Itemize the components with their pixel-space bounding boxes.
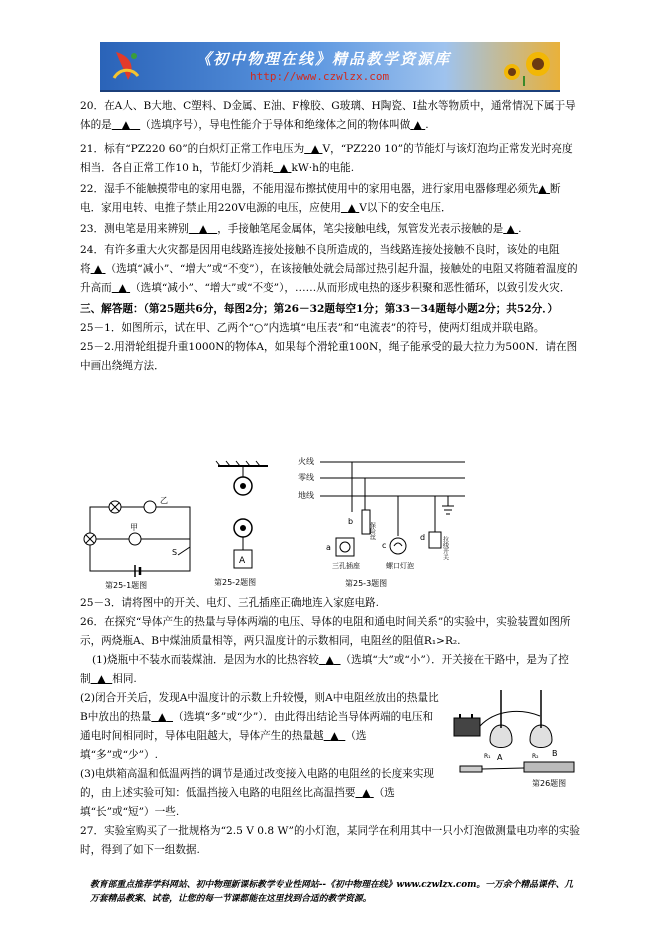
figure-26: [450, 680, 582, 790]
question-26: 26．在探究“导体产生的热量与导体两端的电压、导体的电阻和通电时间关系”的实验中，实验装置如图所示，两烧瓶A、B中煤油质量相等，两只温度计的示数相同，电阻丝的阻值R₁>R₂.: [80, 616, 571, 647]
label-d: d: [420, 533, 426, 542]
answer-blank[interactable]: ▲: [158, 711, 167, 723]
question-block-26: [80, 594, 580, 689]
label-r2: R₂: [532, 753, 539, 760]
label-r1: R₁: [484, 753, 491, 760]
figure-25-1: [80, 495, 200, 590]
battery-pack: [454, 718, 480, 736]
meter-circle-yi[interactable]: [144, 501, 156, 513]
label-socket: 三孔插座: [332, 562, 360, 570]
question-25-3: 25－3．请将图中的开关、电灯、三孔插座正确地连入家庭电路.: [80, 597, 380, 609]
figure-caption-25-2: 第25-2题图: [214, 578, 257, 587]
header-url: http://www.czwlzx.com: [250, 70, 390, 83]
figure-25-3: [290, 452, 470, 592]
answer-blank[interactable]: ▲: [97, 673, 106, 685]
figure-caption-25-3: 第25-3题图: [345, 579, 388, 588]
label-neutral-wire: 零线: [298, 473, 314, 482]
question-21: 21．标有“PZ220 60”的白炽灯正常工作电压为 ▲ V，“PZ220 10”的节能灯与该灯泡均正常发光时亮度相当．各自正常工作10 h，节能灯少消耗 ▲ kW·h的电能.: [80, 143, 573, 174]
label-yi: 乙: [160, 496, 168, 505]
sunflower-icon: [494, 46, 554, 86]
answer-blank[interactable]: ▲: [330, 730, 339, 742]
question-26-2: (2)闭合开关后，发现A中温度计的示数上升较慢，则A中电阻丝放出的热量比B中放出的热量 ▲ （选填“多”或“少”）．由此得出结论当导体两端的电压和通电时间相同时，导体电阻越大，导体产生的热量越 ▲ （选填“多”或“少”）.: [80, 692, 439, 761]
label-fuse: 保险丝: [368, 522, 376, 540]
question-26-1: (1)烧瓶中不装水而装煤油．是因为水的比热容较 ▲ （选填“大”或“小”）．开关接在干路中，是为了控制 ▲ 相同.: [80, 654, 569, 685]
question-26-3: (3)电烘箱高温和低温两挡的调节是通过改变接入电路的电阻丝的长度来实现的，由上述实验可知：低温挡接入电路的电阻丝比高温挡要 ▲ （选填“长”或“短”）一些.: [80, 768, 435, 818]
answer-blank[interactable]: ▲: [310, 143, 320, 155]
site-logo-icon: [110, 48, 142, 84]
header-banner: [100, 42, 560, 92]
label-a: a: [326, 543, 331, 552]
label-weight-a: A: [239, 556, 246, 566]
figure-caption-26: 第26题图: [532, 779, 567, 788]
answer-blank[interactable]: ▲: [118, 282, 127, 294]
answer-blank[interactable]: ▲: [347, 202, 356, 214]
question-25-2: 25－2.用滑轮组提升重1000N的物体A，如果每个滑轮重100N，绳子能承受的最大拉力为500N．请在图中画出绕绳方法．: [80, 341, 578, 372]
pull-switch[interactable]: [429, 532, 441, 548]
question-27-block: [80, 822, 580, 860]
label-switch-s: S: [172, 548, 178, 557]
figure-caption-25-1: 第25-1题图: [105, 581, 148, 590]
question-23: 23．测电笔是用来辨别 ▲ ，手接触笔尾金属体，笔尖接触电线，氖管发光表示接触的是 ▲ .: [80, 223, 522, 235]
header-title: 《初中物理在线》精品教学资源库: [196, 50, 452, 68]
rheostat[interactable]: [524, 762, 574, 772]
label-b: b: [348, 517, 354, 526]
flask-a: [490, 725, 512, 748]
label-c: c: [382, 541, 387, 550]
question-22: 22．湿手不能触摸带电的家用电器，不能用湿布擦拭使用中的家用电器，进行家用电器修理必须先▲ 断电．家用电转、电推子禁止用220V电源的电压，应使用 ▲ V以下的安全电压．: [80, 183, 561, 214]
answer-blank[interactable]: ▲: [362, 787, 371, 799]
figure-25-2: [208, 460, 278, 590]
answer-blank[interactable]: ▲: [506, 223, 515, 235]
question-24: 24．有许多重大火灾都是因用电线路连接处接触不良所造成的，当线路连接处接触不良时，该处的电阻将 ▲ （选填“减小”、“增大”或“不变”），在该接触处就会局部过热引起升温，接触处的电阻又将随着温度的升高而 ▲ （选填“减小”、“增大”或“不变”），……从而形成电热的逐步积聚和恶性循环，以致引发火灾．: [80, 244, 578, 294]
answer-blank[interactable]: ▲: [121, 119, 131, 131]
answer-blank[interactable]: ▲: [198, 223, 208, 235]
page-footer: 教育部重点推荐学科网站、初中物理新课标教学专业性网站--《初中物理在线》www.czwlzx.com。一万余个精品课件、几万套精品教案、试卷，让您的每一节课都能在这里找到合适的教学资源。: [90, 880, 574, 904]
label-ground-wire: 地线: [298, 491, 314, 500]
label-pull-switch: 拉线开关: [441, 536, 449, 560]
label-live-wire: 火线: [298, 457, 314, 466]
answer-blank[interactable]: ▲: [325, 654, 334, 666]
question-25-1: 25－1．如图所示，试在甲、乙两个“○”内选填“电压表”和“电流表”的符号，使两灯组成并联电路。: [80, 322, 545, 334]
question-20: 20．在A人、B大地、C塑料、D金属、E油、F橡胶、G玻璃、H陶瓷、I盐水等物质中，通常情况下属于导体的是 ▲ （选填序号），导电性能介于导体和绝缘体之间的物体叫做 ▲ .: [80, 100, 576, 131]
question-26-parts: [80, 689, 442, 822]
section-3-heading: 三、解答题：（第25题共6分，每图2分；第26－32题每空1分；第33－34题每小题2分；共52分．）: [80, 303, 559, 315]
label-flask-a: A: [497, 753, 503, 762]
question-27: 27．实验室购买了一批规格为“2.5 V 0.8 W”的小灯泡，某同学在利用其中一只小灯泡做测量电功率的实验时，得到了如下一组数据.: [80, 825, 580, 856]
answer-blank[interactable]: ▲: [279, 162, 289, 174]
answer-blank[interactable]: ▲: [93, 263, 103, 275]
label-flask-b: B: [552, 749, 558, 758]
switch[interactable]: [460, 766, 482, 772]
fill-in-questions: [80, 97, 580, 376]
answer-blank[interactable]: ▲: [413, 119, 422, 131]
label-bulb: 螺口灯泡: [386, 562, 414, 570]
label-jia: 甲: [130, 523, 138, 532]
screw-bulb[interactable]: [390, 538, 406, 554]
flask-b: [530, 725, 552, 748]
answer-blank[interactable]: ▲: [538, 183, 547, 195]
meter-circle-jia[interactable]: [129, 533, 141, 545]
three-hole-socket[interactable]: [336, 538, 354, 556]
